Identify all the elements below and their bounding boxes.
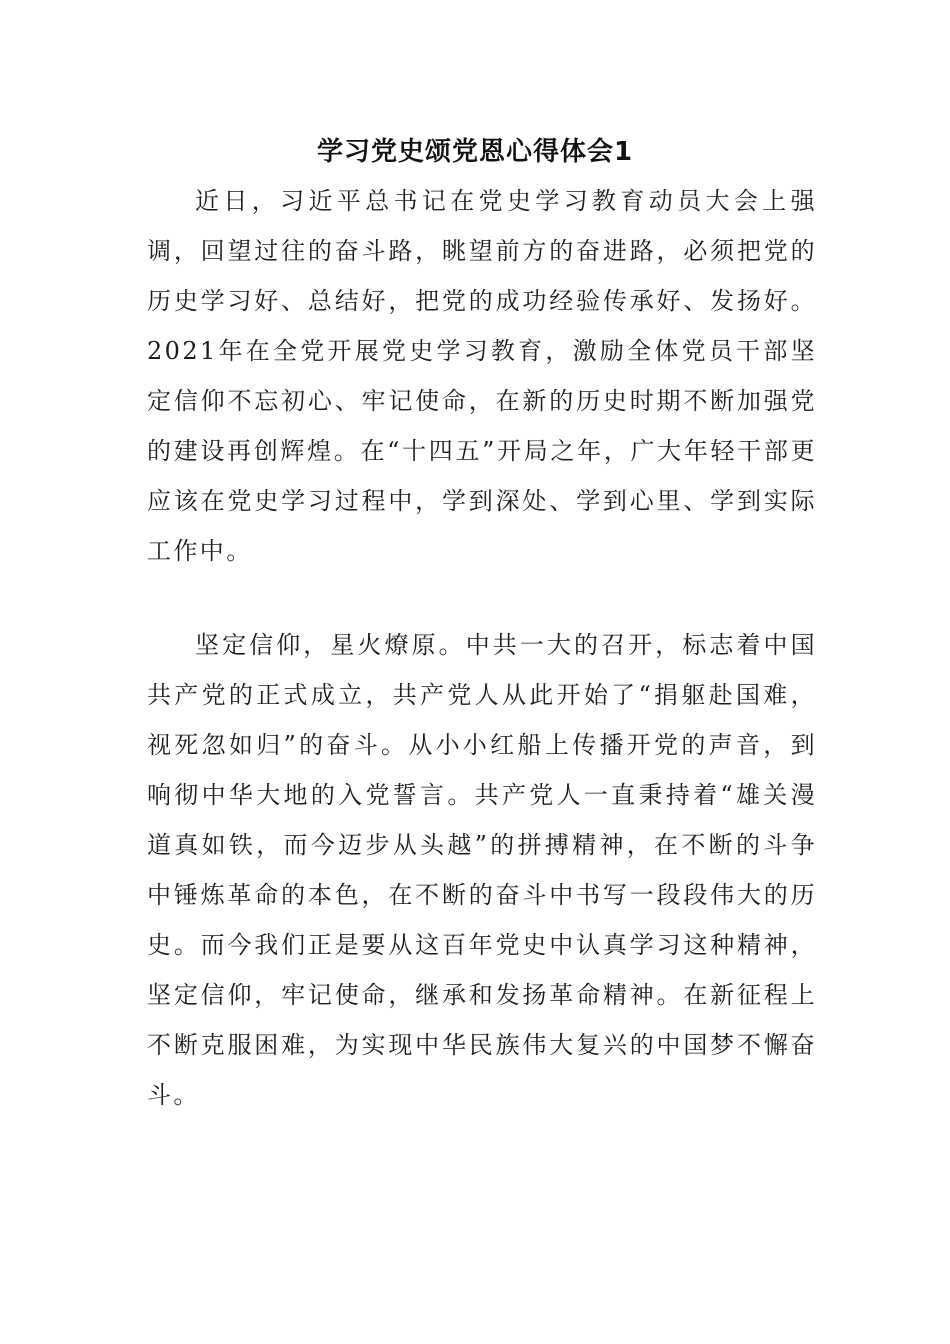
paragraph-2: 坚定信仰，星火燎原。中共一大的召开，标志着中国共产党的正式成立，共产党人从此开始了“捐躯赴国难，视死忽如归”的奋斗。从小小红船上传播开党的声音，到响彻中华大地的入党誓言。共产党人一直秉持着“雄关漫道真如铁，而今迈步从头越”的拼搏精神，在不断的斗争中锤炼革命的本色，在不断的奋斗中书写一段段伟大的历史。而今我们正是要从这百年党史中认真学习这种精神，坚定信仰，牢记使命，继承和发扬革命精神。在新征程上不断克服困难，为实现中华民族伟大复兴的中国梦不懈奋斗。 <box>147 631 817 1109</box>
document-title: 学习党史颂党恩心得体会1 <box>316 137 634 167</box>
paragraph-1: 近日，习近平总书记在党史学习教育动员大会上强调，回望过往的奋斗路，眺望前方的奋进路，必须把党的历史学习好、总结好，把党的成功经验传承好、发扬好。2021年在全党开展党史学习教育，激励全体党员干部坚定信仰不忘初心、牢记使命，在新的历史时期不断加强党的建设再创辉煌。在“十四五”开局之年，广大年轻干部更应该在党史学习过程中，学到深处、学到心里、学到实际工作中。 <box>147 187 817 565</box>
